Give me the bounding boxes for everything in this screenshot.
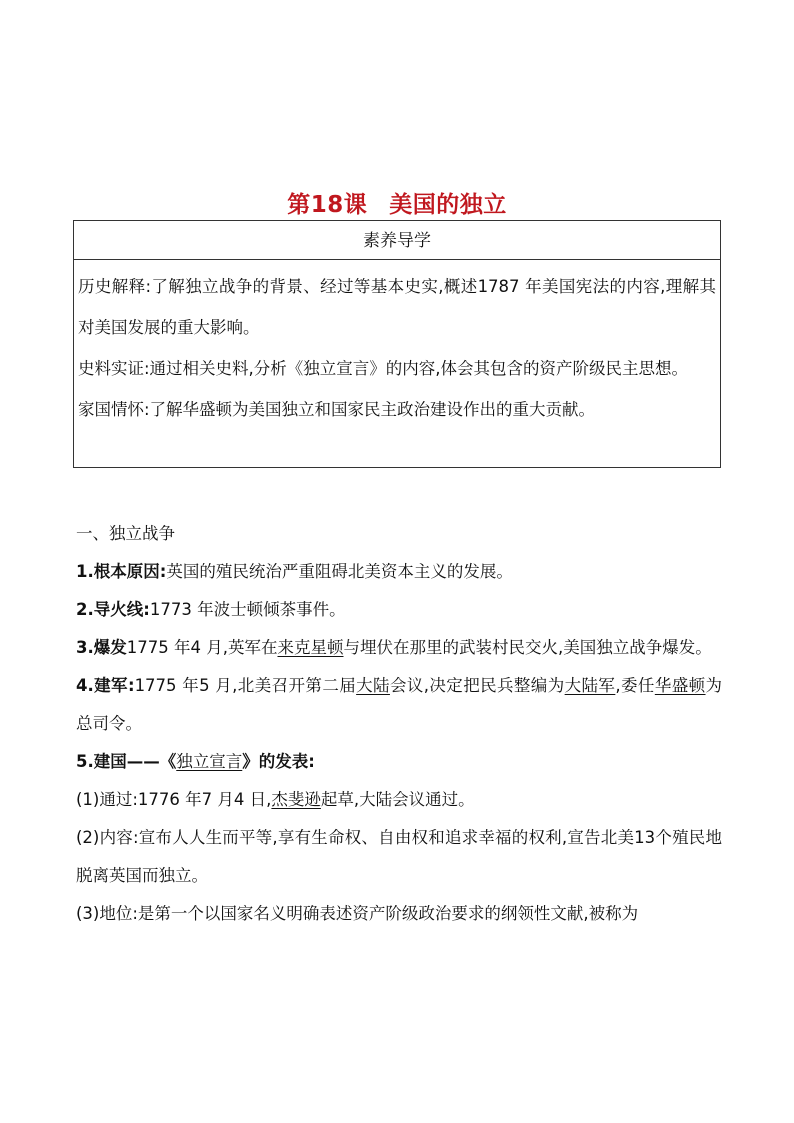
item-text: 1775 年4 月,英军在: [126, 638, 278, 657]
item-label: 1.根本原因:: [76, 562, 167, 581]
lesson-name: 美国的独立: [389, 192, 507, 218]
fill-blank: 独立宣言: [176, 752, 243, 771]
paragraph-outbreak: [76, 629, 722, 667]
paragraph-adoption: [76, 781, 722, 819]
item-text: 会议,决定把民兵整编为: [389, 676, 565, 695]
item-text: 为总司令。: [76, 676, 723, 733]
item-text: ,委任: [615, 676, 655, 695]
item-text: 1773 年波士顿倾茶事件。: [149, 600, 346, 619]
fill-blank: 华盛顿: [654, 676, 706, 695]
guide-body: [74, 260, 720, 430]
lesson-title: [0, 186, 794, 219]
paragraph-founding: [76, 743, 722, 781]
item-label: 2.导火线:: [76, 600, 150, 619]
item-text: 英国的殖民统治严重阻碍北美资本主义的发展。: [166, 562, 513, 581]
item-label: 》的发表:: [242, 752, 315, 771]
guide-box: [73, 220, 721, 468]
guide-heading: 素养导学: [74, 221, 720, 260]
item-label: 3.爆发: [76, 638, 127, 657]
fill-blank: 来克星顿: [277, 638, 344, 657]
item-label: 4.建军:: [76, 676, 135, 695]
main-content: [76, 515, 722, 933]
guide-item: 家国情怀:了解华盛顿为美国独立和国家民主政治建设作出的重大贡献。: [78, 400, 596, 419]
guide-item: 历史解释:了解独立战争的背景、经过等基本史实,概述1787 年美国宪法的内容,理解其对美国发展的重大影响。: [78, 277, 716, 337]
fill-blank: 大陆: [356, 676, 390, 695]
item-text: 起草,大陆会议通过。: [320, 790, 475, 809]
paragraph-army: [76, 667, 722, 743]
guide-item: 史料实证:通过相关史料,分析《独立宣言》的内容,体会其包含的资产阶级民主思想。: [78, 359, 689, 378]
item-text: (1)通过:1776 年7 月4 日,: [76, 790, 272, 809]
paragraph-trigger: [76, 591, 722, 629]
fill-blank: 大陆军: [564, 676, 616, 695]
item-text: 1775 年5 月,北美召开第二届: [134, 676, 357, 695]
section-heading: 一、独立战争: [76, 524, 175, 543]
item-text: 与埋伏在那里的武装村民交火,美国独立战争爆发。: [343, 638, 712, 657]
lesson-number: 第18课: [287, 192, 368, 218]
paragraph-contents: (2)内容:宣布人人生而平等,享有生命权、自由权和追求幸福的权利,宣告北美13个殖民地脱离英国而独立。: [76, 828, 722, 885]
fill-blank: 杰斐逊: [271, 790, 321, 809]
item-label: 5.建国——《: [76, 752, 177, 771]
paragraph-status: (3)地位:是第一个以国家名义明确表述资产阶级政治要求的纲领性文献,被称为: [76, 904, 639, 923]
paragraph-root-cause: [76, 553, 722, 591]
